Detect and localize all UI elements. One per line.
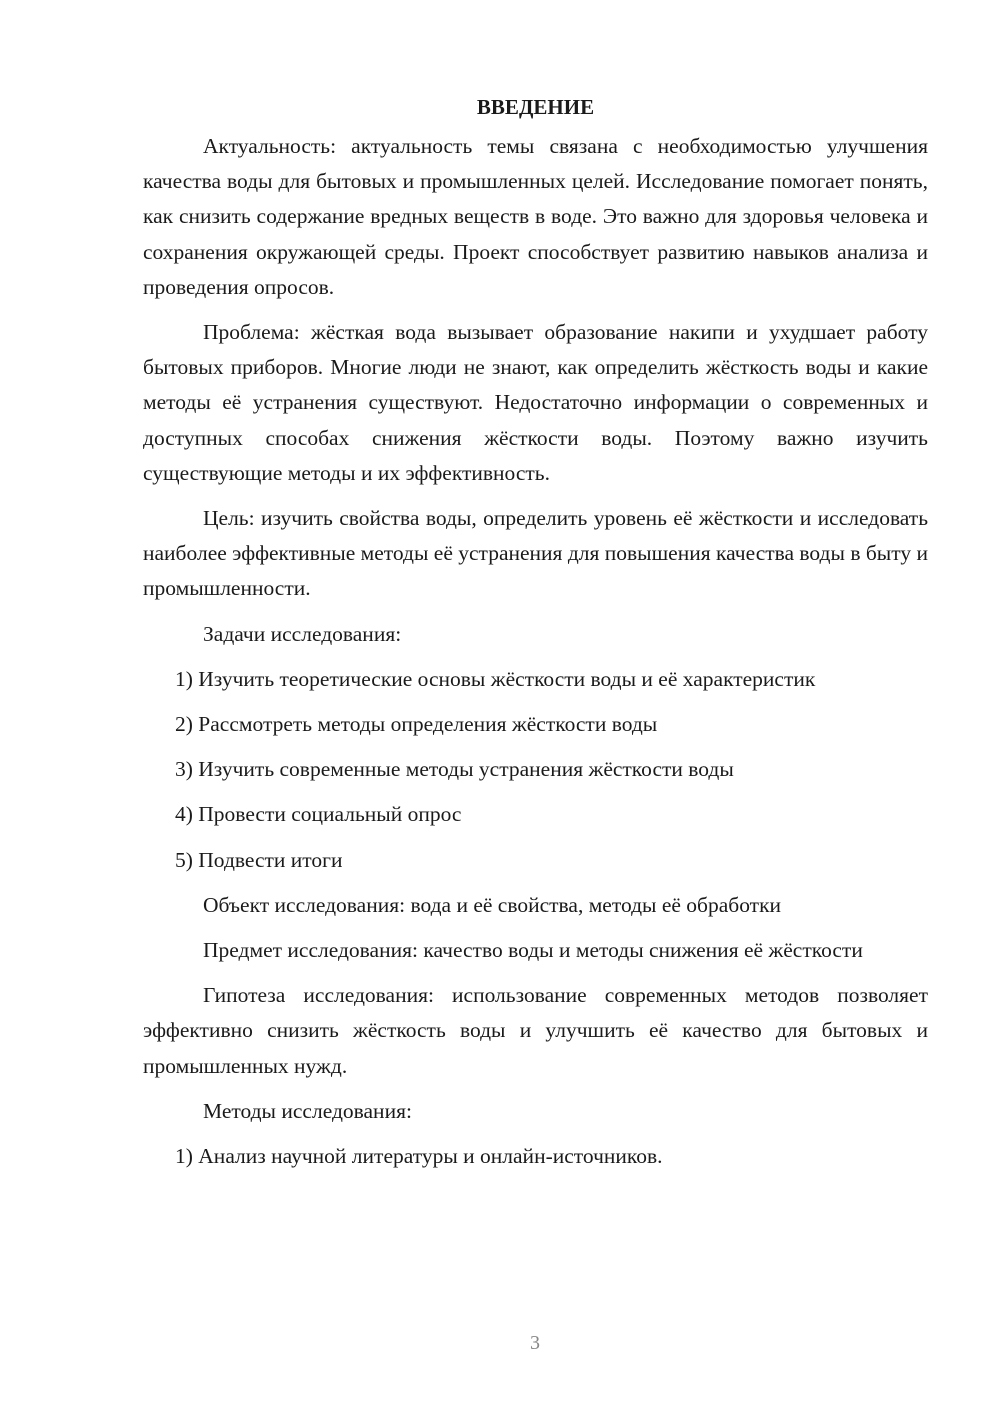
document-title: ВВЕДЕНИЕ xyxy=(476,95,595,119)
methods-heading: Методы исследования: xyxy=(203,1098,412,1123)
goal-paragraph: Цель: изучить свойства воды, определить уровень её жёсткости и исследовать наиболее эффективные методы её устранения для повышения качества воды в быту и промышленности. xyxy=(143,506,928,601)
task-item: 2) Рассмотреть методы определения жёсткости воды xyxy=(175,712,658,737)
task-item: 4) Провести социальный опрос xyxy=(175,802,462,827)
subject-paragraph: Предмет исследования: качество воды и методы снижения её жёсткости xyxy=(203,938,863,963)
document-page xyxy=(143,90,928,1184)
task-item: 1) Изучить теоретические основы жёсткости воды и её характеристик xyxy=(175,666,816,691)
tasks-heading: Задачи исследования: xyxy=(203,621,402,646)
object-line: Объект исследования: вода и её свойства, методы её обработки xyxy=(203,892,782,917)
problem-paragraph: Проблема: жёсткая вода вызывает образование накипи и ухудшает работу бытовых приборов. Многие люди не знают, как определить жёсткость воды и какие методы её устранения существуют. Недостаточно информации о современных и доступных способах снижения жёсткости воды. Поэтому важно изучить существующие методы и их эффективность. xyxy=(143,320,928,485)
hypothesis-paragraph: Гипотеза исследования: использование современных методов позволяет эффективно снизить жёсткость воды и улучшить её качество для бытовых и промышленных нужд. xyxy=(143,983,928,1078)
relevance-paragraph: Актуальность: актуальность темы связана с необходимостью улучшения качества воды для бытовых и промышленных целей. Исследование помогает понять, как снизить содержание вредных веществ в воде. Это важно для здоровья человека и сохранения окружающей среды. Проект способствует развитию навыков анализа и проведения опросов. xyxy=(143,134,928,299)
task-item: 5) Подвести итоги xyxy=(175,847,343,872)
page-number: 3 xyxy=(530,1332,540,1354)
method-item: 1) Анализ научной литературы и онлайн-источников. xyxy=(175,1144,663,1169)
task-item: 3) Изучить современные методы устранения жёсткости воды xyxy=(175,757,734,782)
